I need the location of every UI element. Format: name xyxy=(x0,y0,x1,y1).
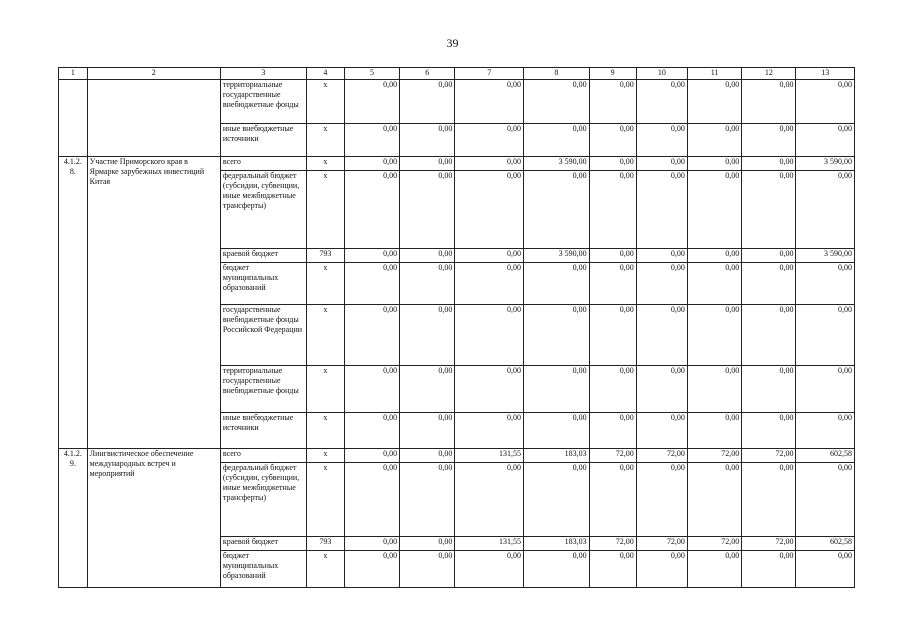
value-cell: 0,00 xyxy=(455,80,524,124)
value-cell: 3 590,00 xyxy=(524,249,590,263)
value-cell: 0,00 xyxy=(742,263,796,305)
value-cell: 0,00 xyxy=(636,263,687,305)
name-cell xyxy=(87,80,220,157)
value-cell: 0,00 xyxy=(344,537,399,551)
value-cell: 0,00 xyxy=(455,124,524,157)
header-cell: 3 xyxy=(220,68,306,80)
value-cell: 0,00 xyxy=(589,463,636,537)
value-cell: 0,00 xyxy=(589,366,636,413)
code-cell xyxy=(59,80,88,157)
value-cell: 3 590,00 xyxy=(796,157,855,171)
value-cell: 0,00 xyxy=(400,263,455,305)
value-cell: 0,00 xyxy=(524,80,590,124)
value-cell: 0,00 xyxy=(687,463,741,537)
value-cell: 0,00 xyxy=(636,463,687,537)
value-cell: 0,00 xyxy=(687,124,741,157)
code-col4-cell: 793 xyxy=(306,537,344,551)
value-cell: 0,00 xyxy=(400,124,455,157)
value-cell: 0,00 xyxy=(687,551,741,588)
value-cell: 0,00 xyxy=(796,263,855,305)
value-cell: 0,00 xyxy=(400,305,455,366)
header-cell: 12 xyxy=(742,68,796,80)
value-cell: 0,00 xyxy=(687,366,741,413)
value-cell: 0,00 xyxy=(636,305,687,366)
source-cell: всего xyxy=(220,157,306,171)
code-col4-cell: х xyxy=(306,171,344,249)
budget-table xyxy=(58,67,855,588)
table-row xyxy=(59,449,855,463)
value-cell: 0,00 xyxy=(742,157,796,171)
header-cell: 9 xyxy=(589,68,636,80)
code-col4-cell: х xyxy=(306,157,344,171)
value-cell: 0,00 xyxy=(589,80,636,124)
value-cell: 183,03 xyxy=(524,449,590,463)
header-cell: 6 xyxy=(400,68,455,80)
value-cell: 0,00 xyxy=(742,463,796,537)
value-cell: 0,00 xyxy=(742,366,796,413)
value-cell: 0,00 xyxy=(455,249,524,263)
value-cell: 0,00 xyxy=(687,171,741,249)
value-cell: 0,00 xyxy=(796,124,855,157)
value-cell: 0,00 xyxy=(344,449,399,463)
code-col4-cell: х xyxy=(306,80,344,124)
value-cell: 0,00 xyxy=(636,551,687,588)
value-cell: 0,00 xyxy=(524,305,590,366)
value-cell: 0,00 xyxy=(400,449,455,463)
value-cell: 0,00 xyxy=(796,305,855,366)
header-cell: 5 xyxy=(344,68,399,80)
header-row xyxy=(59,68,855,80)
value-cell: 0,00 xyxy=(344,80,399,124)
name-cell: Лингвистическое обеспечение международных встреч и мероприятий xyxy=(87,449,220,588)
name-cell: Участие Приморского края в Ярмарке зарубежных инвестиций Китая xyxy=(87,157,220,449)
value-cell: 0,00 xyxy=(687,157,741,171)
code-col4-cell: х xyxy=(306,124,344,157)
value-cell: 0,00 xyxy=(796,80,855,124)
value-cell: 0,00 xyxy=(742,413,796,449)
header-cell: 13 xyxy=(796,68,855,80)
source-cell: федеральный бюджет (субсидии, субвенции, иные межбюджетные трансферты) xyxy=(220,171,306,249)
value-cell: 131,55 xyxy=(455,449,524,463)
value-cell: 0,00 xyxy=(524,366,590,413)
value-cell: 0,00 xyxy=(344,157,399,171)
source-cell: иные внебюджетные источники xyxy=(220,413,306,449)
value-cell: 0,00 xyxy=(455,263,524,305)
source-cell: всего xyxy=(220,449,306,463)
header-cell: 11 xyxy=(687,68,741,80)
value-cell: 0,00 xyxy=(400,171,455,249)
value-cell: 0,00 xyxy=(400,366,455,413)
value-cell: 0,00 xyxy=(636,171,687,249)
value-cell: 0,00 xyxy=(687,249,741,263)
value-cell: 602,58 xyxy=(796,537,855,551)
page-number: 39 xyxy=(446,36,459,50)
value-cell: 0,00 xyxy=(742,80,796,124)
value-cell: 183,03 xyxy=(524,537,590,551)
value-cell: 0,00 xyxy=(589,124,636,157)
value-cell: 0,00 xyxy=(400,551,455,588)
value-cell: 0,00 xyxy=(344,305,399,366)
header-cell: 7 xyxy=(455,68,524,80)
value-cell: 0,00 xyxy=(687,305,741,366)
source-cell: бюджет муниципальных образований xyxy=(220,263,306,305)
value-cell: 0,00 xyxy=(524,124,590,157)
code-col4-cell: 793 xyxy=(306,249,344,263)
header-cell: 8 xyxy=(524,68,590,80)
code-col4-cell: х xyxy=(306,463,344,537)
value-cell: 0,00 xyxy=(524,413,590,449)
value-cell: 0,00 xyxy=(400,463,455,537)
value-cell: 0,00 xyxy=(636,413,687,449)
value-cell: 3 590,00 xyxy=(796,249,855,263)
source-cell: государственные внебюджетные фонды Российской Федерации xyxy=(220,305,306,366)
source-cell: территориальные государственные внебюджетные фонды xyxy=(220,366,306,413)
code-col4-cell: х xyxy=(306,366,344,413)
value-cell: 0,00 xyxy=(455,305,524,366)
table-row xyxy=(59,157,855,171)
value-cell: 0,00 xyxy=(742,249,796,263)
value-cell: 0,00 xyxy=(796,413,855,449)
value-cell: 0,00 xyxy=(344,249,399,263)
value-cell: 0,00 xyxy=(796,171,855,249)
value-cell: 0,00 xyxy=(742,171,796,249)
code-col4-cell: х xyxy=(306,413,344,449)
value-cell: 0,00 xyxy=(796,551,855,588)
value-cell: 0,00 xyxy=(742,305,796,366)
value-cell: 0,00 xyxy=(589,413,636,449)
value-cell: 0,00 xyxy=(589,171,636,249)
value-cell: 0,00 xyxy=(455,413,524,449)
code-col4-cell: х xyxy=(306,263,344,305)
value-cell: 72,00 xyxy=(742,537,796,551)
value-cell: 72,00 xyxy=(636,449,687,463)
value-cell: 0,00 xyxy=(455,463,524,537)
value-cell: 0,00 xyxy=(636,249,687,263)
header-cell: 4 xyxy=(306,68,344,80)
header-cell: 2 xyxy=(87,68,220,80)
value-cell: 0,00 xyxy=(687,413,741,449)
value-cell: 0,00 xyxy=(589,305,636,366)
value-cell: 0,00 xyxy=(455,171,524,249)
value-cell: 0,00 xyxy=(400,157,455,171)
code-col4-cell: х xyxy=(306,305,344,366)
value-cell: 0,00 xyxy=(524,463,590,537)
value-cell: 0,00 xyxy=(742,551,796,588)
value-cell: 0,00 xyxy=(344,124,399,157)
table-row xyxy=(59,80,855,124)
value-cell: 0,00 xyxy=(636,80,687,124)
source-cell: бюджет муниципальных образований xyxy=(220,551,306,588)
value-cell: 0,00 xyxy=(636,124,687,157)
value-cell: 0,00 xyxy=(589,263,636,305)
value-cell: 0,00 xyxy=(796,366,855,413)
value-cell: 602,58 xyxy=(796,449,855,463)
value-cell: 72,00 xyxy=(589,449,636,463)
value-cell: 0,00 xyxy=(636,366,687,413)
value-cell: 0,00 xyxy=(344,551,399,588)
value-cell: 0,00 xyxy=(344,463,399,537)
value-cell: 0,00 xyxy=(524,171,590,249)
value-cell: 72,00 xyxy=(636,537,687,551)
value-cell: 0,00 xyxy=(344,366,399,413)
header-cell: 1 xyxy=(59,68,88,80)
value-cell: 0,00 xyxy=(344,263,399,305)
value-cell: 0,00 xyxy=(687,80,741,124)
value-cell: 0,00 xyxy=(344,413,399,449)
value-cell: 0,00 xyxy=(400,413,455,449)
value-cell: 72,00 xyxy=(687,449,741,463)
value-cell: 0,00 xyxy=(455,366,524,413)
value-cell: 0,00 xyxy=(400,249,455,263)
value-cell: 0,00 xyxy=(400,537,455,551)
value-cell: 72,00 xyxy=(742,449,796,463)
value-cell: 0,00 xyxy=(524,263,590,305)
value-cell: 72,00 xyxy=(589,537,636,551)
header-cell: 10 xyxy=(636,68,687,80)
source-cell: территориальные государственные внебюджетные фонды xyxy=(220,80,306,124)
value-cell: 0,00 xyxy=(344,171,399,249)
value-cell: 0,00 xyxy=(400,80,455,124)
source-cell: краевой бюджет xyxy=(220,537,306,551)
value-cell: 0,00 xyxy=(589,249,636,263)
value-cell: 0,00 xyxy=(796,463,855,537)
value-cell: 0,00 xyxy=(687,263,741,305)
code-col4-cell: х xyxy=(306,449,344,463)
value-cell: 0,00 xyxy=(455,551,524,588)
source-cell: иные внебюджетные источники xyxy=(220,124,306,157)
source-cell: краевой бюджет xyxy=(220,249,306,263)
value-cell: 3 590,00 xyxy=(524,157,590,171)
code-cell: 4.1.2. 8. xyxy=(59,157,88,449)
code-col4-cell: х xyxy=(306,551,344,588)
value-cell: 0,00 xyxy=(589,551,636,588)
code-cell: 4.1.2. 9. xyxy=(59,449,88,588)
value-cell: 0,00 xyxy=(742,124,796,157)
value-cell: 0,00 xyxy=(636,157,687,171)
value-cell: 0,00 xyxy=(589,157,636,171)
value-cell: 0,00 xyxy=(455,157,524,171)
value-cell: 72,00 xyxy=(687,537,741,551)
value-cell: 131,55 xyxy=(455,537,524,551)
source-cell: федеральный бюджет (субсидии, субвенции, иные межбюджетные трансферты) xyxy=(220,463,306,537)
value-cell: 0,00 xyxy=(524,551,590,588)
